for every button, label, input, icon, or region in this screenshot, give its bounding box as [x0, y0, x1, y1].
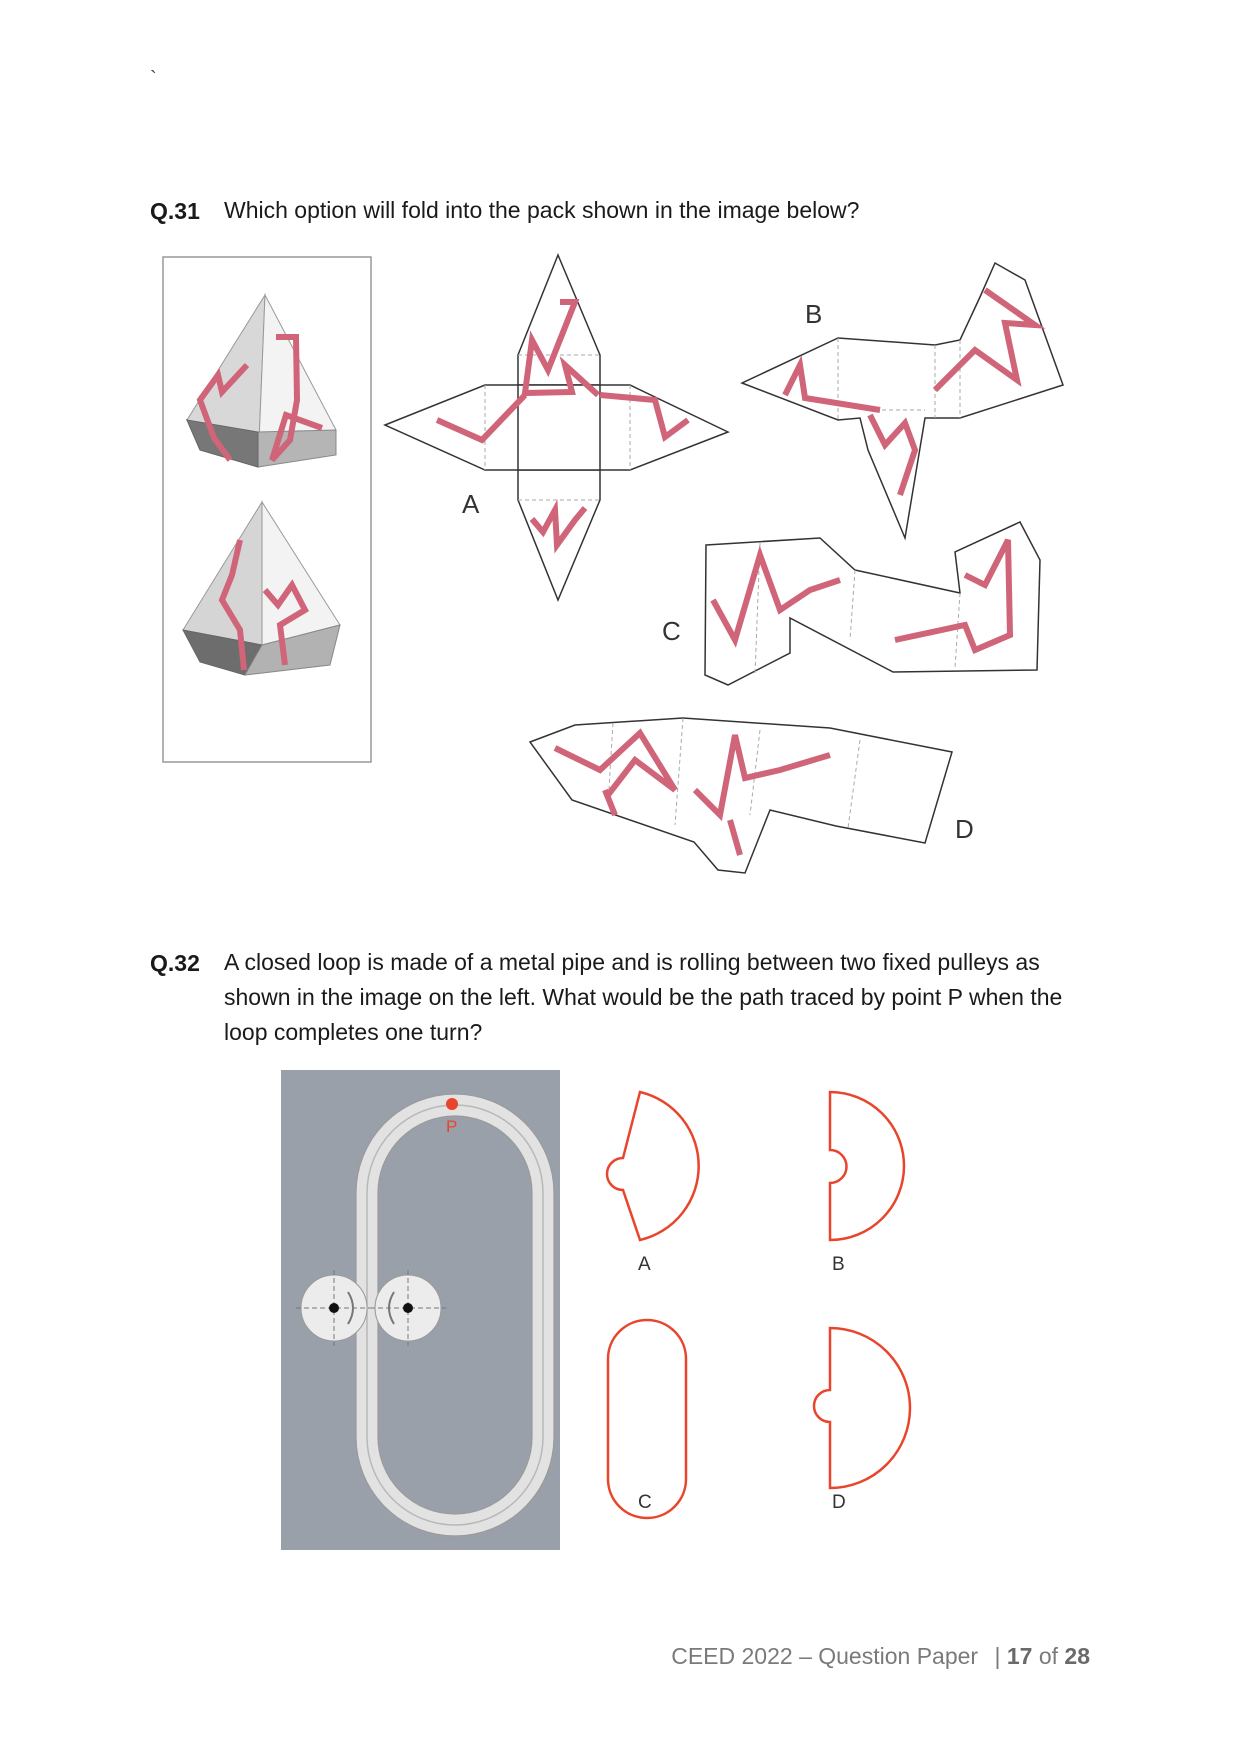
- loop-and-pulleys-panel: [281, 1070, 560, 1550]
- option-d-net: [530, 718, 974, 873]
- option-a-net: [385, 255, 728, 600]
- path-option-c: [608, 1320, 686, 1518]
- path-option-b: [830, 1092, 904, 1275]
- footer-title: CEED 2022 – Question Paper: [671, 1643, 979, 1669]
- option-c-net: [662, 522, 1040, 685]
- footer-separator: |: [994, 1643, 1001, 1669]
- question-text-31: Which option will fold into the pack shown in the image below?: [224, 197, 860, 223]
- footer-page-number: 17: [1006, 1643, 1033, 1669]
- q32-figure: [0, 1060, 1240, 1560]
- footer-of: of: [1038, 1643, 1059, 1669]
- path-option-a-label: A: [638, 1254, 651, 1275]
- reference-pack-box: [163, 257, 371, 762]
- path-option-a: [607, 1092, 699, 1275]
- stray-mark: `: [150, 68, 157, 90]
- path-option-c-label: C: [638, 1492, 652, 1513]
- footer-page-total: 28: [1064, 1643, 1090, 1669]
- option-c-label: C: [662, 616, 681, 646]
- page-footer: [671, 1643, 1090, 1670]
- point-p-marker: [446, 1098, 458, 1110]
- point-p-label: P: [446, 1117, 458, 1136]
- path-option-b-label: B: [832, 1254, 845, 1275]
- question-number-31: Q.31: [150, 198, 200, 224]
- option-b-label: B: [805, 299, 823, 329]
- option-d-label: D: [955, 814, 974, 844]
- question-text-32: A closed loop is made of a metal pipe and is rolling between two fixed pulleys as shown in the image on the left. What would be the path traced by point P when the loop completes one turn?: [224, 949, 1063, 1045]
- path-option-d-label: D: [832, 1492, 846, 1513]
- question-number-32: Q.32: [150, 950, 200, 976]
- option-b-net: [742, 263, 1063, 538]
- option-a-label: A: [462, 489, 480, 519]
- path-option-d: [814, 1328, 910, 1513]
